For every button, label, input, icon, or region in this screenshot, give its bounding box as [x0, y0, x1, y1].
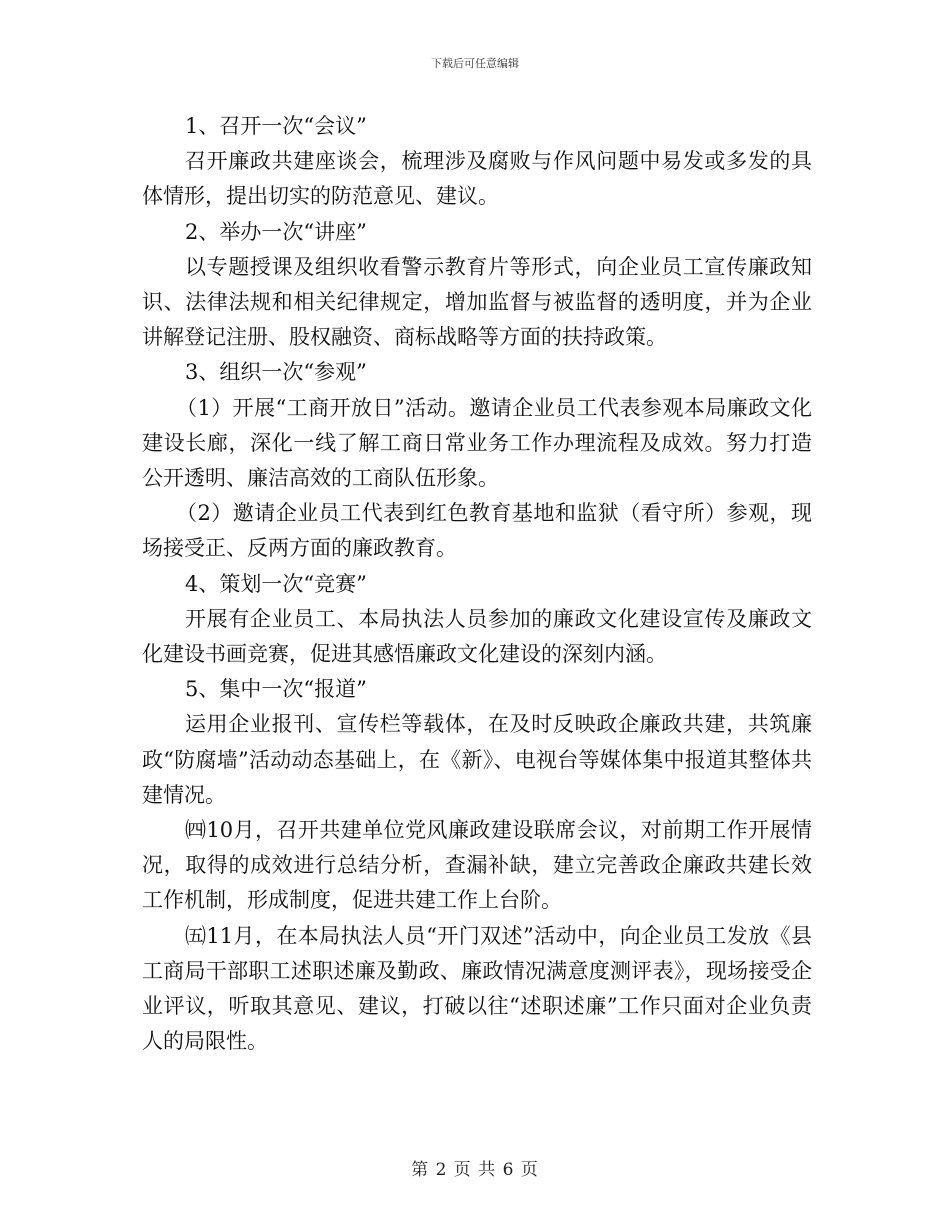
paragraph-body-contest: 开展有企业员工、本局执法人员参加的廉政文化建设宣传及廉政文化建设书画竞赛，促进其感悟廉政文化建设的深刻内涵。 [142, 606, 812, 667]
paragraph-body-october: ㈣10月，召开共建单位党风廉政建设联席会议，对前期工作开展情况，取得的成效进行总结分析，查漏补缺，建立完善政企廉政共建长效工作机制，形成制度，促进共建工作上台阶。 [142, 818, 812, 913]
paragraph-body-report: 运用企业报刊、宣传栏等载体，在及时反映政企廉政共建，共筑廉政“防腐墙”活动动态基础上，在《新》、电视台等媒体集中报道其整体共建情况。 [142, 712, 812, 807]
paragraph-heading-visit: 3、组织一次“参观” [185, 360, 367, 385]
page-number-footer: 第 2 页 共 6 页 [411, 1160, 539, 1180]
paragraph-body-visit-1: （1）开展“工商开放日”活动。邀请企业员工代表参观本局廉政文化建设长廊，深化一线了解工商日常业务工作办理流程及成效。努力打造公开透明、廉洁高效的工商队伍形象。 [142, 395, 812, 491]
paragraph-body-november: ㈤11月，在本局执法人员“开门双述”活动中，向企业员工发放《县工商局干部职工述职述廉及勤政、廉政情况满意度测评表》，现场接受企业评议，听取其意见、建议，打破以往“述职述廉”工作只面对企业负责人的局限性。 [142, 923, 812, 1054]
paragraph-heading-report: 5、集中一次“报道” [185, 677, 367, 702]
paragraph-body-visit-2: （2）邀请企业员工代表到红色教育基地和监狱（看守所）参观，现场接受正、反两方面的廉政教育。 [142, 501, 812, 561]
paragraph-body-meeting: 召开廉政共建座谈会，梳理涉及腐败与作风问题中易发或多发的具体情形，提出切实的防范意见、建议。 [142, 149, 812, 209]
paragraph-heading-lecture: 2、举办一次“讲座” [185, 219, 367, 244]
paragraph-body-lecture: 以专题授课及组织收看警示教育片等形式，向企业员工宣传廉政知识、法律法规和相关纪律规定，增加监督与被监督的透明度，并为企业讲解登记注册、股权融资、商标战略等方面的扶持政策。 [142, 254, 812, 350]
paragraph-heading-contest: 4、策划一次“竞赛” [185, 571, 367, 596]
paragraph-heading-meeting: 1、召开一次“会议” [185, 114, 367, 138]
document-body [142, 109, 812, 1059]
header-note: 下载后可任意编辑 [431, 57, 519, 70]
